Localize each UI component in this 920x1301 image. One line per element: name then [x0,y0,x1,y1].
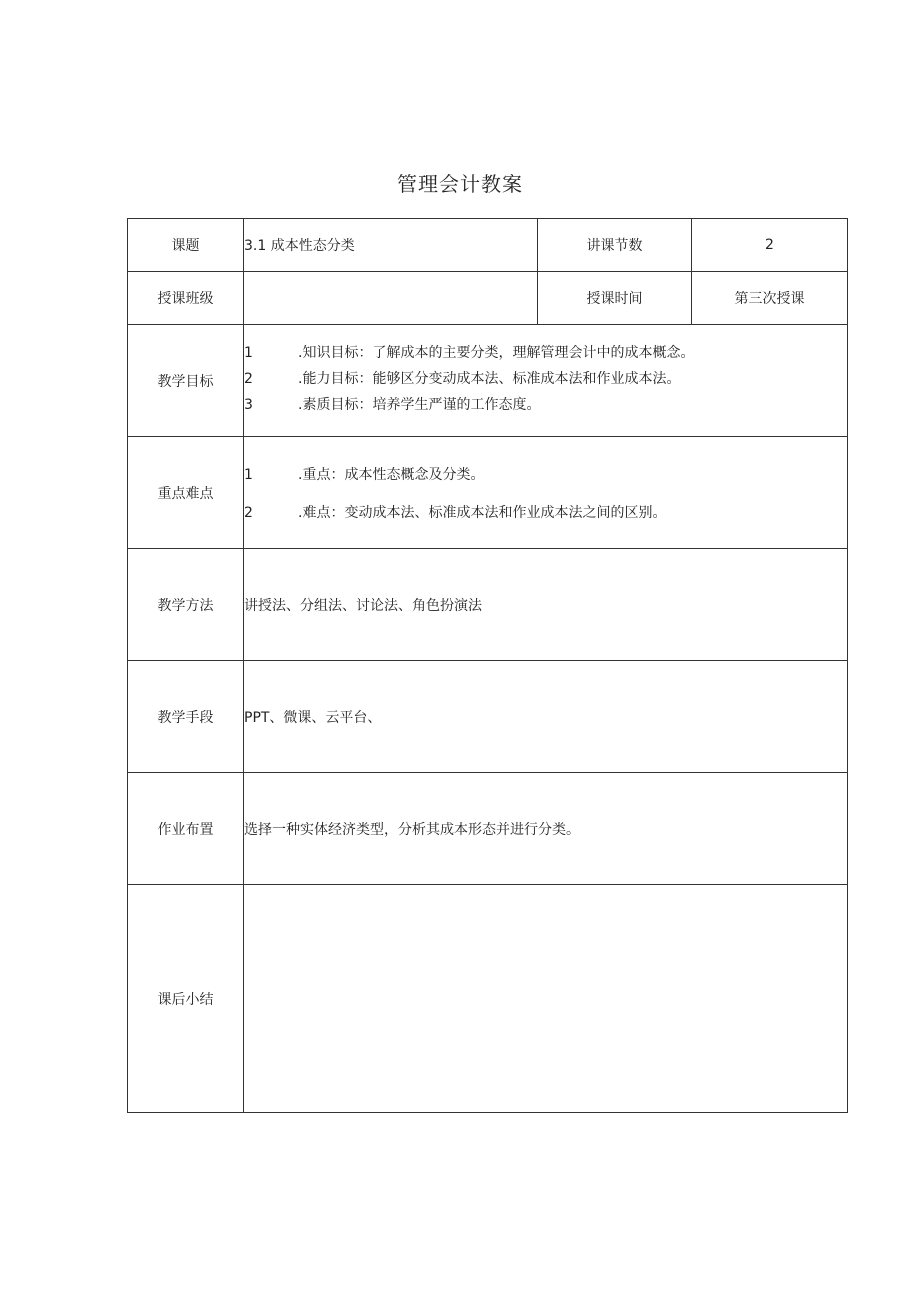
objectives-label: 教学目标 [128,325,244,437]
homework-label: 作业布置 [128,773,244,885]
objective-number: 2 [244,370,253,387]
time-value: 第三次授课 [692,272,848,325]
means-value: PPT、微课、云平台、 [244,661,848,773]
objective-text: .能力目标：能够区分变动成本法、标准成本法和作业成本法。 [298,370,681,387]
homework-value: 选择一种实体经济类型，分析其成本形态并进行分类。 [244,773,848,885]
row-objectives [128,325,848,437]
key-points-content [244,437,848,549]
lesson-plan-table [127,218,848,1113]
objective-number: 3 [244,396,253,413]
objective-text: .知识目标：了解成本的主要分类，理解管理会计中的成本概念。 [298,344,695,361]
key-point-item [244,502,847,522]
class-label: 授课班级 [128,272,244,325]
row-key-points [128,437,848,549]
objective-item [244,342,847,362]
key-point-number: 1 [244,466,253,483]
row-class [128,272,848,325]
topic-label: 课题 [128,219,244,272]
row-homework [128,773,848,885]
time-label: 授课时间 [538,272,692,325]
key-point-text: .难点：变动成本法、标准成本法和作业成本法之间的区别。 [298,504,667,521]
objective-number: 1 [244,344,253,361]
objective-item [244,394,847,414]
row-summary [128,885,848,1113]
key-point-text: .重点：成本性态概念及分类。 [298,466,485,483]
class-value [244,272,538,325]
means-label: 教学手段 [128,661,244,773]
summary-value [244,885,848,1113]
row-means [128,661,848,773]
sessions-value: 2 [692,219,848,272]
row-methods [128,549,848,661]
row-topic [128,219,848,272]
key-point-item [244,464,847,484]
key-point-number: 2 [244,504,253,521]
methods-label: 教学方法 [128,549,244,661]
objectives-content [244,325,848,437]
summary-label: 课后小结 [128,885,244,1113]
document-title: 管理会计教案 [397,172,523,196]
methods-value: 讲授法、分组法、讨论法、角色扮演法 [244,549,848,661]
key-points-label: 重点难点 [128,437,244,549]
topic-value: 3.1 成本性态分类 [244,219,538,272]
objective-item [244,368,847,388]
objective-text: .素质目标：培养学生严谨的工作态度。 [298,396,541,413]
sessions-label: 讲课节数 [538,219,692,272]
